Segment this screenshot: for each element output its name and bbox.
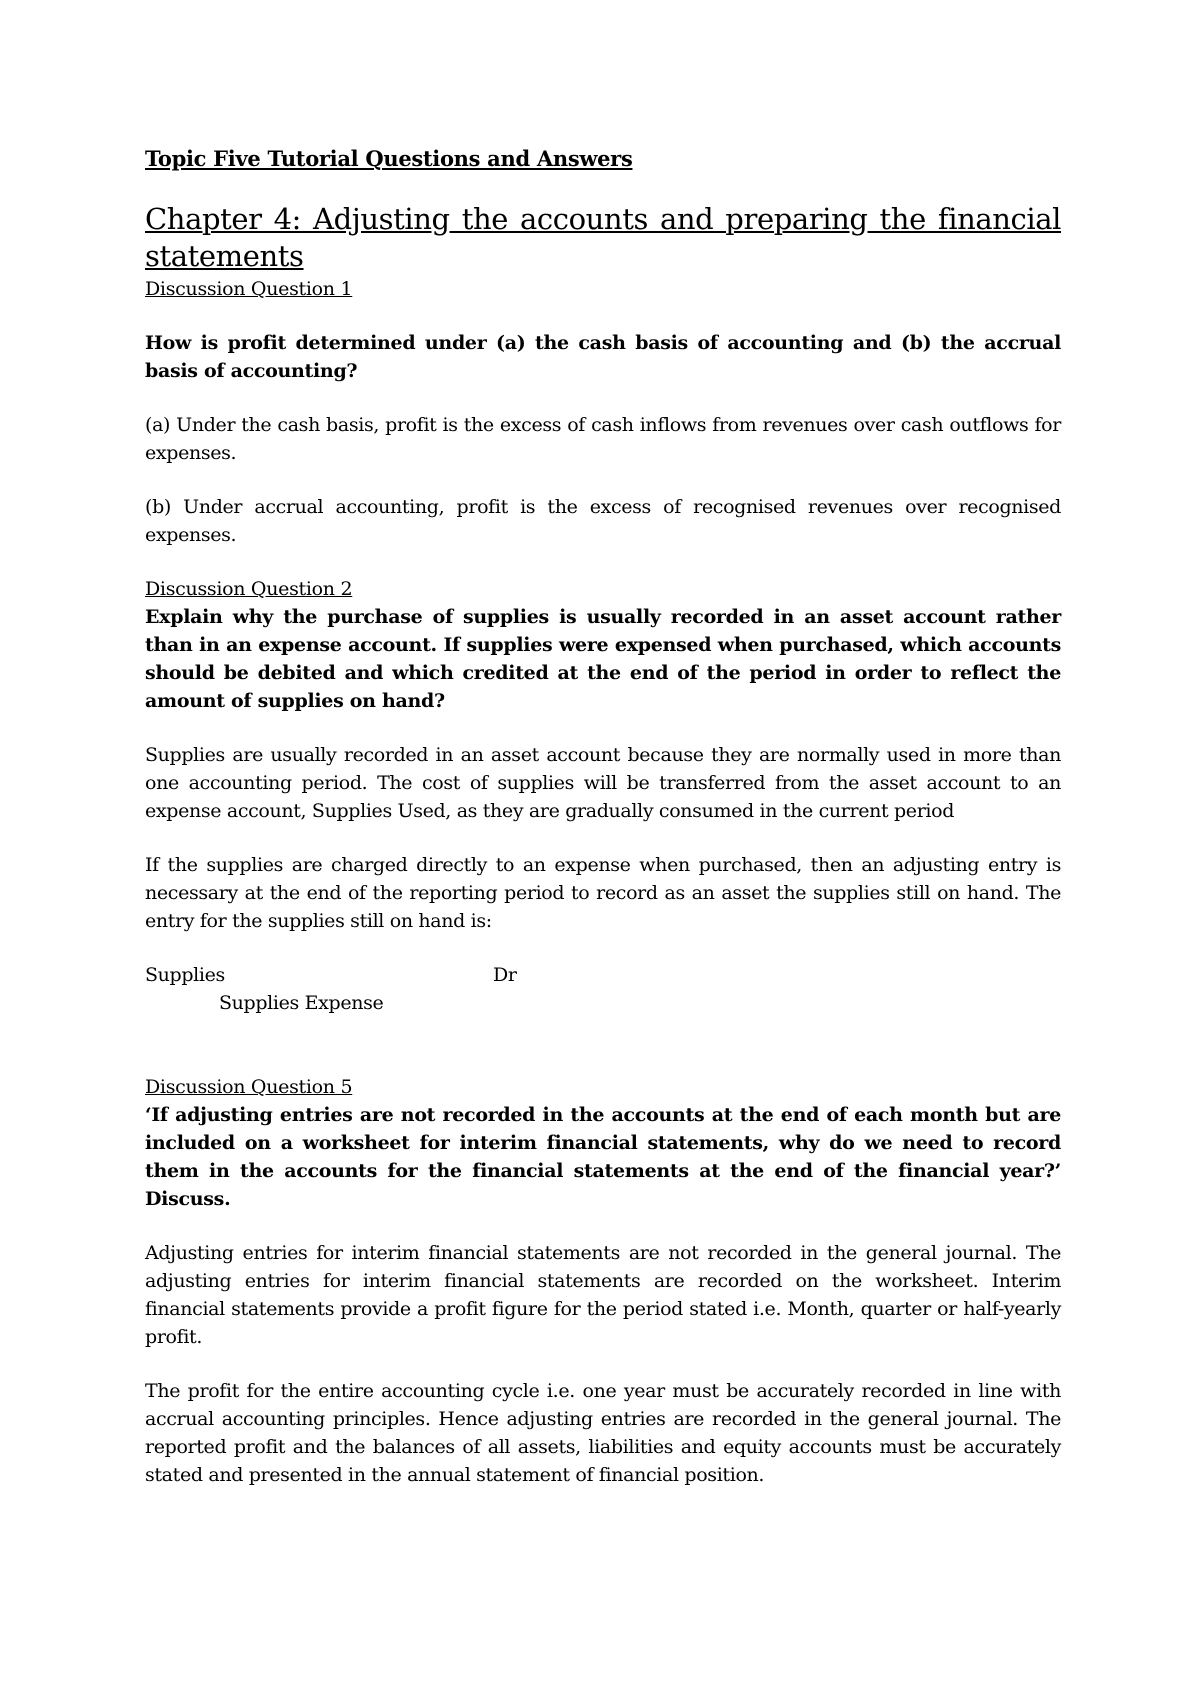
question-text: ‘If adjusting entries are not recorded in the accounts at the end of each month but are included on a worksheet for interim financial statements, why do we need to record them in the accounts for the financial statements at the end of the financial year?’ Discuss. — [145, 1104, 1061, 1210]
section-discussion-question-2 — [145, 575, 1061, 1017]
journal-credit-account: Supplies Expense — [219, 992, 384, 1014]
section-heading: Discussion Question 5 — [145, 1076, 353, 1098]
answer-paragraph: (a) Under the cash basis, profit is the excess of cash inflows from revenues over cash outflows for expenses. — [145, 414, 1061, 464]
answer-paragraph: (b) Under accrual accounting, profit is the excess of recognised revenues over recognised expenses. — [145, 496, 1061, 546]
answer-paragraph: Supplies are usually recorded in an asset account because they are normally used in more than one accounting period. The cost of supplies will be transferred from the asset account to an expense account, Supplies Used, as they are gradually consumed in the current period — [145, 744, 1061, 822]
question-text: Explain why the purchase of supplies is usually recorded in an asset account rather than in an expense account. If supplies were expensed when purchased, which accounts should be debited and which credited at the end of the period in order to reflect the amount of supplies on hand? — [145, 606, 1061, 712]
section-discussion-question-1 — [145, 275, 1061, 549]
section-heading: Discussion Question 1 — [145, 278, 353, 300]
chapter-heading: Chapter 4: Adjusting the accounts and preparing the financial statements — [145, 202, 1061, 273]
section-discussion-question-5 — [145, 1073, 1061, 1489]
answer-paragraph: The profit for the entire accounting cycle i.e. one year must be accurately recorded in line with accrual accounting principles. Hence adjusting entries are recorded in the general journal. The reported profit and the balances of all assets, liabilities and equity accounts must be accurately stated and presented in the annual statement of financial position. — [145, 1380, 1061, 1486]
question-text: How is profit determined under (a) the cash basis of accounting and (b) the accrual basis of accounting? — [145, 332, 1061, 382]
section-heading: Discussion Question 2 — [145, 578, 353, 600]
document-page — [145, 146, 1061, 1489]
journal-entry — [145, 961, 1061, 1017]
answer-paragraph: Adjusting entries for interim financial statements are not recorded in the general journal. The adjusting entries for interim financial statements are recorded on the worksheet. Interim financial statements provide a profit figure for the period stated i.e. Month, quarter or half-yearly profit. — [145, 1242, 1061, 1348]
journal-debit-account: Supplies — [145, 964, 225, 986]
document-title: Topic Five Tutorial Questions and Answers — [145, 146, 633, 171]
answer-paragraph: If the supplies are charged directly to an expense when purchased, then an adjusting entry is necessary at the end of the reporting period to record as an asset the supplies still on hand. The entry for the supplies still on hand is: — [145, 854, 1061, 932]
journal-debit-label: Dr — [493, 964, 517, 986]
